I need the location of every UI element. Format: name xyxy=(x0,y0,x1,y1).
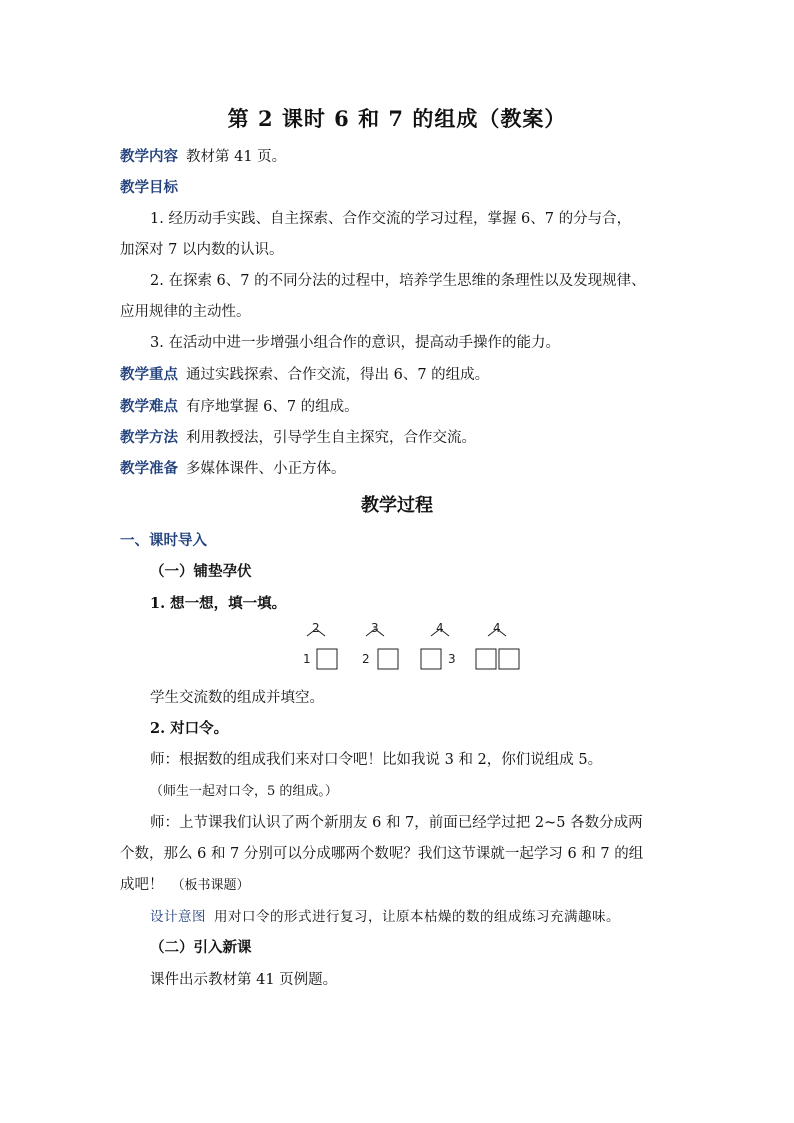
board-note: （板书课题） xyxy=(171,878,250,893)
method-label: 教学方法 xyxy=(120,429,178,446)
diagram-left-1: 1 xyxy=(303,652,311,666)
sub-heading-1: （一）铺垫孕伏 xyxy=(150,563,252,580)
teacher-line-1: 师：根据数的组成我们来对口令吧！比如我说 3 和 2，你们说组成 5。 xyxy=(150,752,603,768)
content-row xyxy=(120,145,286,166)
method-text: 利用教授法，引导学生自主探究，合作交流。 xyxy=(186,430,476,446)
diagram-box-4a[interactable] xyxy=(476,649,496,669)
design-intent-label: 设计意图 xyxy=(150,909,206,925)
difficulty-text: 有序地掌握 6、7 的组成。 xyxy=(186,399,359,415)
question-1: 1. 想一想，填一填。 xyxy=(150,595,287,612)
objective-3: 3. 在活动中进一步增强小组合作的意识，提高动手操作的能力。 xyxy=(150,335,560,351)
prep-label: 教学准备 xyxy=(120,460,178,477)
teacher-line-2c: 成吧！ xyxy=(120,877,164,893)
difficulty-row xyxy=(120,395,359,416)
content-label: 教学内容 xyxy=(120,148,178,165)
diagram-top-4: 4 xyxy=(493,621,501,635)
diagram-right-3: 3 xyxy=(448,652,456,666)
diagram-top-3: 4 xyxy=(436,621,444,635)
method-row xyxy=(120,426,476,447)
content-text: 教材第 41 页。 xyxy=(186,149,287,165)
objective-2-line-1: 2. 在探索 6、7 的不同分法的过程中，培养学生思维的条理性以及发现规律、 xyxy=(150,273,646,289)
design-intent-text: 用对口令的形式进行复习，让原本枯燥的数的组成练习充满趣味。 xyxy=(214,909,620,925)
part1-heading: 一、课时导入 xyxy=(120,532,207,549)
design-intent-row xyxy=(150,905,620,925)
number-composition-diagram xyxy=(298,620,528,672)
page-title: 第 2 课时 6 和 7 的组成（教案） xyxy=(227,106,567,131)
keypoint-row xyxy=(120,363,489,384)
prep-text: 多媒体课件、小正方体。 xyxy=(186,461,346,477)
diagram-box-1[interactable] xyxy=(317,649,337,669)
difficulty-label: 教学难点 xyxy=(120,398,178,415)
courseware-line: 课件出示教材第 41 页例题。 xyxy=(150,972,338,988)
diagram-box-3[interactable] xyxy=(421,649,441,669)
teacher-line-2a: 师：上节课我们认识了两个新朋友 6 和 7，前面已经学过把 2~5 各数分成两 xyxy=(150,815,643,831)
objective-1-line-2: 加深对 7 以内数的认识。 xyxy=(120,242,284,258)
teacher-line-2c-row xyxy=(120,873,250,894)
diagram-box-2[interactable] xyxy=(378,649,398,669)
objective-2-line-2: 应用规律的主动性。 xyxy=(120,304,251,320)
question-1-text: 学生交流数的组成并填空。 xyxy=(150,690,324,706)
sub-heading-2: （二）引入新课 xyxy=(150,939,252,956)
note-1: （师生一起对口令，5 的组成。） xyxy=(150,784,338,799)
diagram-top-2: 3 xyxy=(371,621,379,635)
objective-1-line-1: 1. 经历动手实践、自主探索、合作交流的学习过程，掌握 6、7 的分与合， xyxy=(150,211,632,227)
teacher-line-2b: 个数，那么 6 和 7 分别可以分成哪两个数呢？我们这节课就一起学习 6 和 7 的组 xyxy=(120,846,644,862)
diagram-box-4b[interactable] xyxy=(499,649,519,669)
keypoint-text: 通过实践探索、合作交流，得出 6、7 的组成。 xyxy=(186,367,490,383)
keypoint-label: 教学重点 xyxy=(120,366,178,383)
diagram-top-1: 2 xyxy=(312,621,320,635)
process-title: 教学过程 xyxy=(361,495,433,516)
question-2: 2. 对口令。 xyxy=(150,720,229,737)
diagram-left-2: 2 xyxy=(362,652,370,666)
prep-row xyxy=(120,457,346,478)
objectives-label: 教学目标 xyxy=(120,179,178,196)
